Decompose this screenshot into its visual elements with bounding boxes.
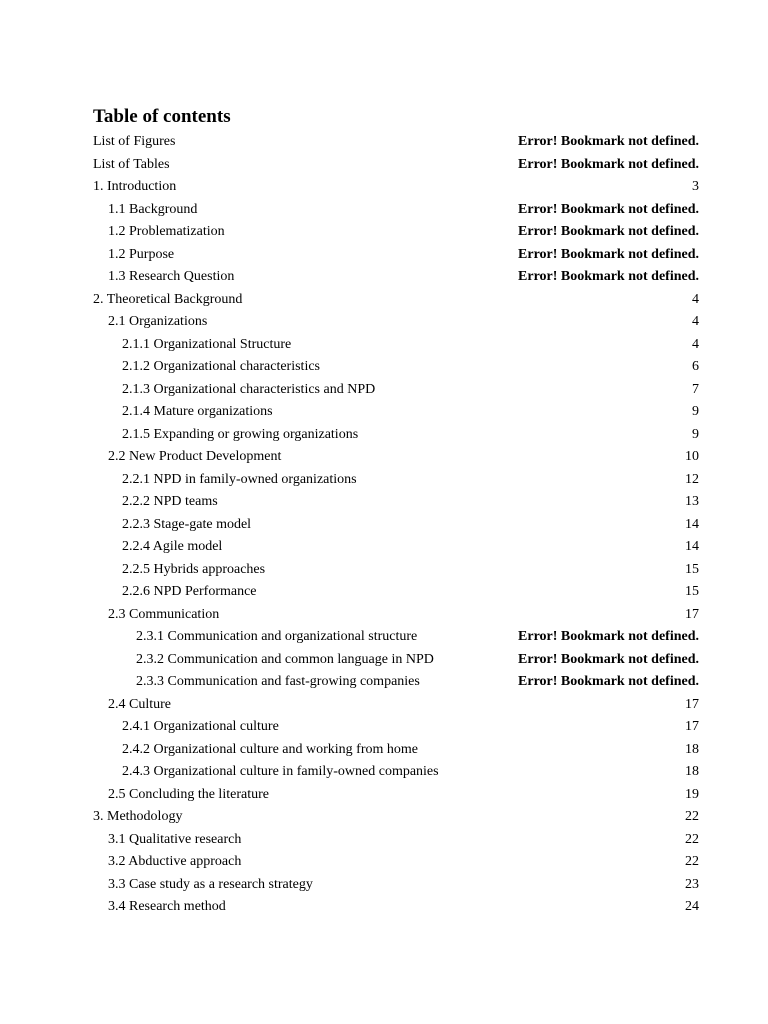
toc-entry-label[interactable]: 1.2 Purpose <box>108 246 175 262</box>
toc-entry-page-number[interactable]: 17 <box>685 719 699 734</box>
toc-entry[interactable] <box>93 559 699 582</box>
toc-entry[interactable] <box>93 806 699 829</box>
toc-entry[interactable] <box>93 176 699 199</box>
toc-entry[interactable] <box>93 874 699 897</box>
toc-entry-page-number[interactable]: 17 <box>685 696 699 712</box>
toc-entry-page-number[interactable]: 9 <box>692 404 699 419</box>
toc-entry-label[interactable]: 2.1 Organizations <box>108 314 208 329</box>
toc-entry[interactable] <box>93 334 699 357</box>
toc-entry-label[interactable]: 3. Methodology <box>93 809 183 824</box>
toc-entry-label[interactable]: 2.2.4 Agile model <box>122 539 223 554</box>
toc-entry[interactable] <box>93 514 699 537</box>
toc-entry-label[interactable]: 2.3.2 Communication and common language in NPD <box>136 651 434 667</box>
toc-entry-label[interactable]: 2.2.5 Hybrids approaches <box>122 561 266 577</box>
toc-entry-label[interactable]: 2.3.3 Communication and fast-growing companies <box>136 674 420 689</box>
toc-entry-label[interactable]: 1.1 Background <box>108 201 198 217</box>
toc-entry[interactable] <box>93 896 699 919</box>
toc-entry-label[interactable]: 2.2 New Product Development <box>108 449 282 464</box>
toc-entry-error-text[interactable]: Error! Bookmark not defined. <box>518 224 699 239</box>
toc-entry[interactable] <box>93 446 699 469</box>
toc-entry-page-number[interactable]: 14 <box>685 516 699 532</box>
toc-entry-label[interactable]: 3.2 Abductive approach <box>108 854 242 869</box>
toc-entry[interactable] <box>93 469 699 492</box>
toc-entry[interactable] <box>93 491 699 514</box>
toc-entry-error-text[interactable]: Error! Bookmark not defined. <box>518 201 699 217</box>
toc-entry-label[interactable]: 2.1.4 Mature organizations <box>122 404 273 419</box>
toc-entry-label[interactable]: List of Figures <box>93 134 176 149</box>
toc-entry-label[interactable]: 2.3.1 Communication and organizational structure <box>136 629 418 644</box>
toc-entry-label[interactable]: 2.1.3 Organizational characteristics and NPD <box>122 381 376 397</box>
toc-entry-error-text[interactable]: Error! Bookmark not defined. <box>518 629 699 644</box>
toc-entry-page-number[interactable]: 18 <box>685 764 699 779</box>
toc-entry-label[interactable]: 2.4.1 Organizational culture <box>122 719 279 734</box>
toc-entry-page-number[interactable]: 23 <box>685 876 699 892</box>
toc-entry-page-number[interactable]: 24 <box>685 899 699 914</box>
toc-entry-label[interactable]: 2.2.1 NPD in family-owned organizations <box>122 471 357 487</box>
toc-entry-error-text[interactable]: Error! Bookmark not defined. <box>518 674 699 689</box>
toc-entry-label[interactable]: 2.4.3 Organizational culture in family-owned companies <box>122 764 439 779</box>
toc-entry[interactable] <box>93 649 699 672</box>
toc-entry[interactable] <box>93 536 699 559</box>
toc-entry[interactable] <box>93 761 699 784</box>
toc-entry-label[interactable]: 3.4 Research method <box>108 899 226 914</box>
toc-entry-label[interactable]: 2.4 Culture <box>108 696 171 712</box>
toc-entry-label[interactable]: 2.2.2 NPD teams <box>122 494 218 509</box>
toc-entry-label[interactable]: 1.3 Research Question <box>108 269 235 284</box>
toc-entry[interactable] <box>93 716 699 739</box>
toc-entry-page-number[interactable]: 10 <box>685 449 699 464</box>
toc-entry[interactable] <box>93 739 699 762</box>
toc-entry[interactable] <box>93 581 699 604</box>
toc-entry-label[interactable]: 2.2.6 NPD Performance <box>122 584 257 599</box>
toc-entry[interactable] <box>93 829 699 852</box>
toc-entry-page-number[interactable]: 22 <box>685 831 699 847</box>
toc-entry-page-number[interactable]: 12 <box>685 471 699 487</box>
toc-entry-label[interactable]: 2.1.1 Organizational Structure <box>122 336 292 352</box>
toc-entry-label[interactable]: 3.3 Case study as a research strategy <box>108 876 313 892</box>
toc-entry[interactable] <box>93 379 699 402</box>
toc-entry-page-number[interactable]: 15 <box>685 561 699 577</box>
toc-entry-label[interactable]: 2.2.3 Stage-gate model <box>122 516 252 532</box>
toc-entry-error-text[interactable]: Error! Bookmark not defined. <box>518 156 699 172</box>
toc-entry-page-number[interactable]: 22 <box>685 854 699 869</box>
toc-entry-label[interactable]: 2.4.2 Organizational culture and working from home <box>122 741 418 757</box>
toc-entry-label[interactable]: 2.5 Concluding the literature <box>108 786 269 802</box>
toc-entry[interactable] <box>93 626 699 649</box>
toc-entry-page-number[interactable]: 14 <box>685 539 699 554</box>
toc-entry-label[interactable]: 2.1.5 Expanding or growing organizations <box>122 426 359 442</box>
toc-entry-error-text[interactable]: Error! Bookmark not defined. <box>518 269 699 284</box>
toc-entry[interactable] <box>93 266 699 289</box>
toc-list <box>93 131 699 919</box>
toc-entry[interactable] <box>93 694 699 717</box>
toc-entry[interactable] <box>93 131 699 154</box>
toc-entry[interactable] <box>93 356 699 379</box>
toc-entry[interactable] <box>93 244 699 267</box>
toc-entry[interactable] <box>93 671 699 694</box>
toc-entry[interactable] <box>93 289 699 312</box>
toc-entry-page-number[interactable]: 15 <box>685 584 699 599</box>
toc-entry-error-text[interactable]: Error! Bookmark not defined. <box>518 651 699 667</box>
toc-entry[interactable] <box>93 221 699 244</box>
toc-entry[interactable] <box>93 199 699 222</box>
toc-entry-error-text[interactable]: Error! Bookmark not defined. <box>518 246 699 262</box>
toc-entry[interactable] <box>93 851 699 874</box>
toc-entry-label[interactable]: List of Tables <box>93 156 170 172</box>
toc-entry-label[interactable]: 2.3 Communication <box>108 606 220 622</box>
toc-entry[interactable] <box>93 311 699 334</box>
toc-entry-page-number[interactable]: 17 <box>685 606 699 622</box>
toc-entry-page-number[interactable]: 22 <box>685 809 699 824</box>
toc-entry-page-number[interactable]: 4 <box>692 314 699 329</box>
toc-entry[interactable] <box>93 154 699 177</box>
toc-entry-label[interactable]: 1.2 Problematization <box>108 224 225 239</box>
toc-entry-page-number[interactable]: 18 <box>685 741 699 757</box>
toc-entry-label[interactable]: 1. Introduction <box>93 179 177 194</box>
toc-entry[interactable] <box>93 604 699 627</box>
toc-entry-page-number[interactable]: 7 <box>692 381 699 397</box>
toc-entry-page-number[interactable]: 6 <box>692 359 699 374</box>
toc-entry-label[interactable]: 2. Theoretical Background <box>93 291 243 307</box>
toc-entry[interactable] <box>93 424 699 447</box>
toc-entry-page-number[interactable]: 9 <box>692 426 699 442</box>
toc-entry-page-number[interactable]: 3 <box>692 179 699 194</box>
toc-entry-page-number[interactable]: 4 <box>692 291 699 307</box>
toc-entry-page-number[interactable]: 19 <box>685 786 699 802</box>
toc-entry[interactable] <box>93 401 699 424</box>
toc-entry-page-number[interactable]: 4 <box>692 336 699 352</box>
toc-entry-label[interactable]: 2.1.2 Organizational characteristics <box>122 359 320 374</box>
toc-entry-page-number[interactable]: 13 <box>685 494 699 509</box>
toc-entry-label[interactable]: 3.1 Qualitative research <box>108 831 242 847</box>
toc-entry[interactable] <box>93 784 699 807</box>
page-title: Table of contents <box>93 106 231 127</box>
toc-entry-error-text[interactable]: Error! Bookmark not defined. <box>518 134 699 149</box>
